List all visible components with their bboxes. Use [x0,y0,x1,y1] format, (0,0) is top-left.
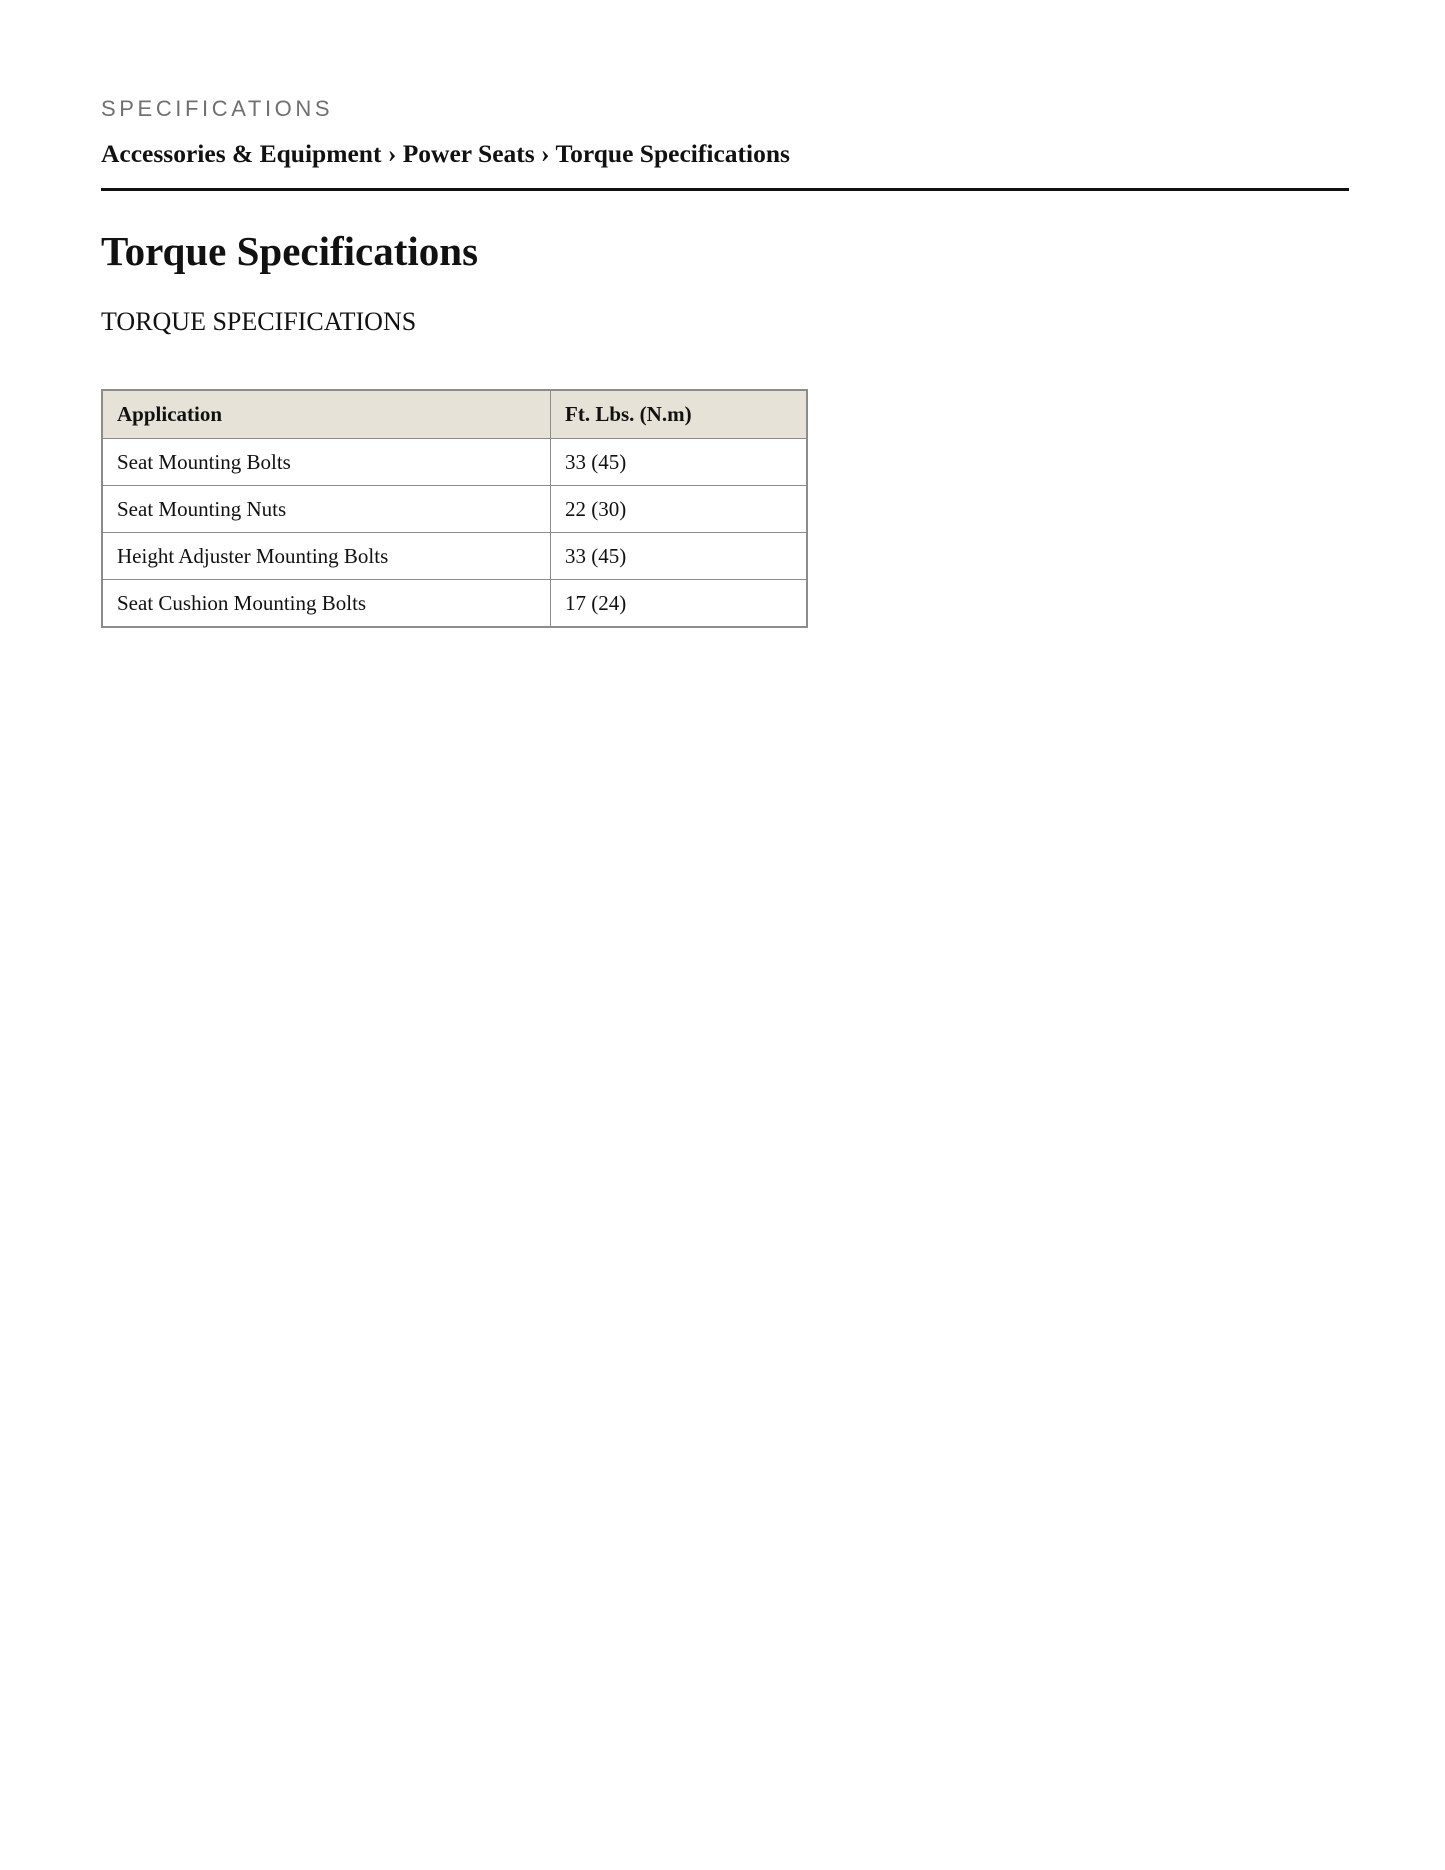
section-label: SPECIFICATIONS [101,96,334,121]
torque-value-cell: 17 (24) [551,580,808,628]
table-row [102,486,807,533]
torque-spec-table [101,389,808,628]
page-title: Torque Specifications [101,228,479,274]
header-divider [101,188,1349,191]
application-cell: Seat Mounting Nuts [102,486,551,533]
application-cell: Height Adjuster Mounting Bolts [102,533,551,580]
table-row [102,439,807,486]
breadcrumb: Accessories & Equipment › Power Seats › Torque Specifications [101,139,790,168]
application-cell: Seat Cushion Mounting Bolts [102,580,551,628]
torque-value-cell: 33 (45) [551,439,808,486]
column-header-application: Application [102,390,551,439]
table-header-row [102,390,807,439]
table-heading: TORQUE SPECIFICATIONS [101,307,417,336]
table-row [102,533,807,580]
application-cell: Seat Mounting Bolts [102,439,551,486]
torque-value-cell: 22 (30) [551,486,808,533]
table-row [102,580,807,628]
torque-value-cell: 33 (45) [551,533,808,580]
column-header-torque: Ft. Lbs. (N.m) [551,390,808,439]
